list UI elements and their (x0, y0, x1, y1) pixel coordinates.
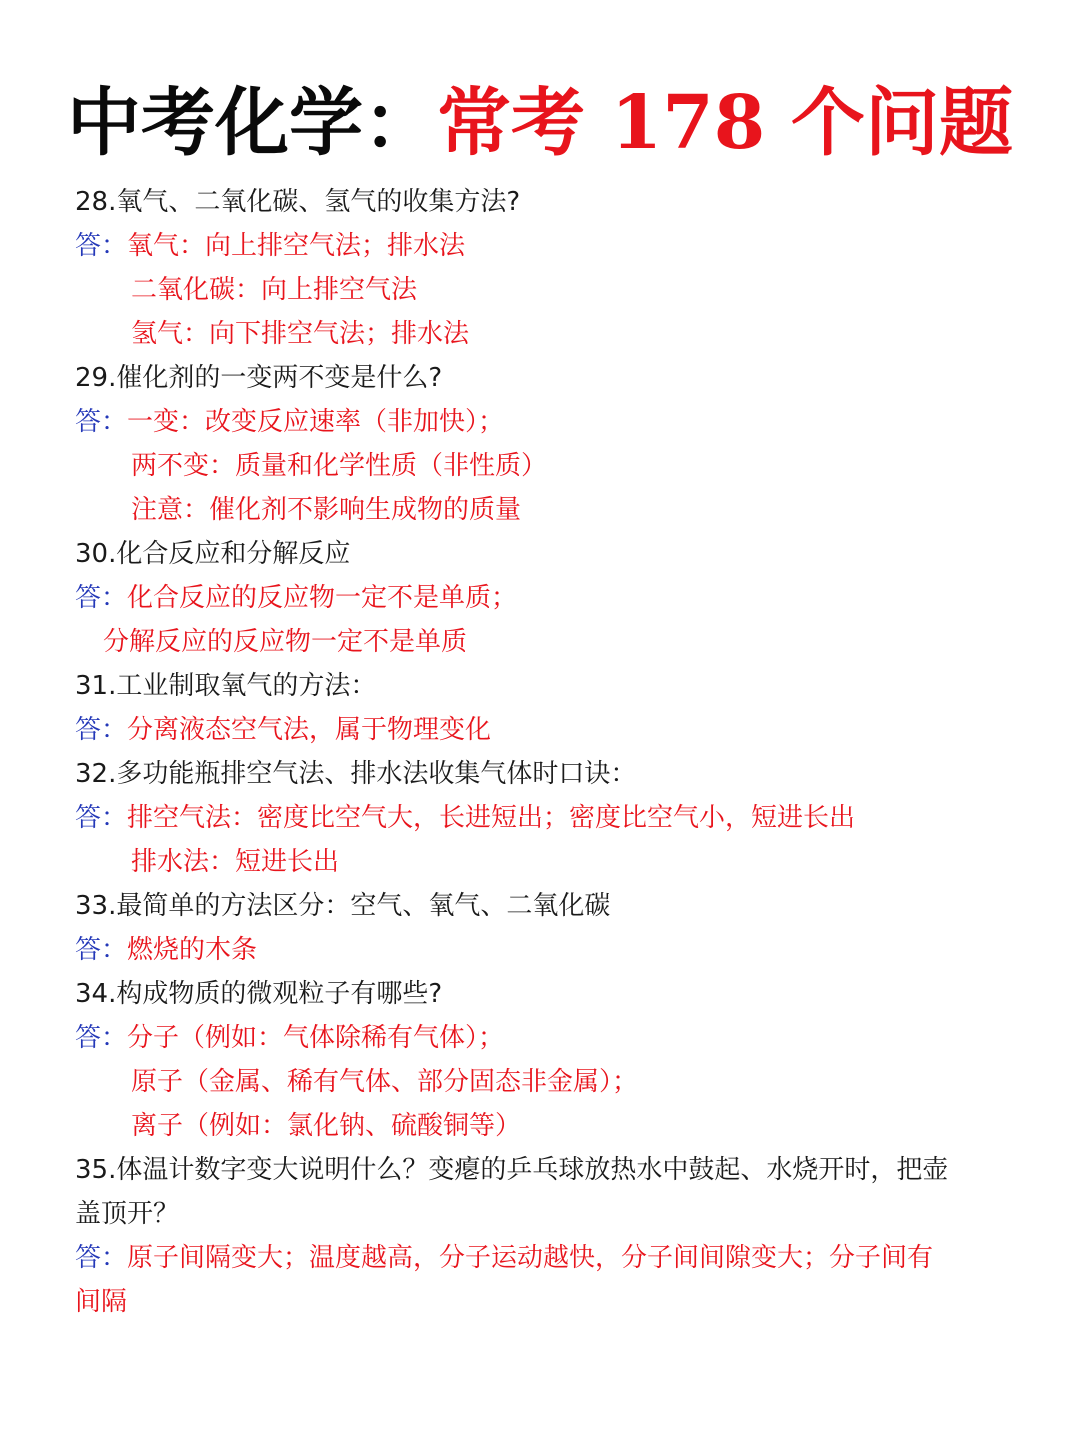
answer-text: 注意：催化剂不影响生成物的质量 (131, 495, 522, 525)
answer-text: 离子（例如：氯化钠、硫酸铜等） (131, 1111, 522, 1141)
answer-32-line-2 (75, 840, 1025, 884)
answer-35-line-2 (75, 1280, 1025, 1324)
answer-text: 分离液态空气法，属于物理变化 (127, 715, 492, 745)
answer-label: 答： (75, 407, 128, 437)
answer-label: 答： (75, 231, 128, 261)
question-30: 30.化合反应和分解反应 (75, 539, 351, 569)
answer-35-line-1 (75, 1236, 1025, 1280)
answer-text: 分解反应的反应物一定不是单质 (103, 627, 468, 657)
question-35-line-2: 盖顶开？ (75, 1199, 180, 1229)
answer-30-line-1 (75, 576, 1025, 620)
answer-text: 分子（例如：气体除稀有气体）； (127, 1023, 505, 1053)
title-red-part: 常考 178 个问题 (437, 80, 1013, 166)
answer-28-line-2 (75, 268, 1025, 312)
qa-list (75, 180, 1025, 1324)
answer-30-line-2 (75, 620, 1025, 664)
answer-text: 原子间隔变大；温度越高，分子运动越快，分子间间隙变大；分子间有 (127, 1243, 934, 1273)
answer-29-line-1 (75, 400, 1025, 444)
answer-text: 原子（金属、稀有气体、部分固态非金属）； (131, 1067, 639, 1097)
answer-33-line-1 (75, 928, 1025, 972)
question-33: 33.最简单的方法区分：空气、氧气、二氧化碳 (75, 891, 611, 921)
answer-label: 答： (75, 583, 128, 613)
answer-34-line-1 (75, 1016, 1025, 1060)
answer-label: 答： (75, 1243, 128, 1273)
answer-text: 排水法：短进长出 (131, 847, 340, 877)
answer-28-line-1 (75, 224, 1025, 268)
answer-text: 氧气：向上排空气法；排水法 (127, 231, 466, 261)
answer-label: 答： (75, 803, 128, 833)
answer-34-line-2 (75, 1060, 1025, 1104)
answer-31-line-1 (75, 708, 1025, 752)
question-35-line-1: 35.体温计数字变大说明什么？变瘪的乒乓球放热水中鼓起、水烧开时，把壶 (75, 1155, 949, 1185)
answer-text: 排空气法：密度比空气大，长进短出；密度比空气小，短进长出 (127, 803, 856, 833)
answer-29-line-2 (75, 444, 1025, 488)
title-black-part: 中考化学： (67, 80, 437, 166)
answer-label: 答： (75, 935, 128, 965)
answer-text: 一变：改变反应速率（非加快）； (127, 407, 505, 437)
answer-32-line-1 (75, 796, 1025, 840)
question-31: 31.工业制取氧气的方法： (75, 671, 377, 701)
answer-text: 间隔 (75, 1287, 128, 1317)
question-34: 34.构成物质的微观粒子有哪些? (75, 979, 443, 1009)
answer-text: 燃烧的木条 (127, 935, 258, 965)
answer-text: 氢气：向下排空气法；排水法 (131, 319, 470, 349)
answer-34-line-3 (75, 1104, 1025, 1148)
answer-text: 化合反应的反应物一定不是单质； (127, 583, 518, 613)
answer-label: 答： (75, 715, 128, 745)
answer-28-line-3 (75, 312, 1025, 356)
answer-29-line-3 (75, 488, 1025, 532)
page-title (0, 78, 1080, 168)
question-32: 32.多功能瓶排空气法、排水法收集气体时口诀： (75, 759, 637, 789)
question-28: 28.氧气、二氧化碳、氢气的收集方法? (75, 187, 521, 217)
answer-label: 答： (75, 1023, 128, 1053)
answer-text: 两不变：质量和化学性质（非性质） (131, 451, 548, 481)
answer-text: 二氧化碳：向上排空气法 (131, 275, 418, 305)
question-29: 29.催化剂的一变两不变是什么? (75, 363, 443, 393)
